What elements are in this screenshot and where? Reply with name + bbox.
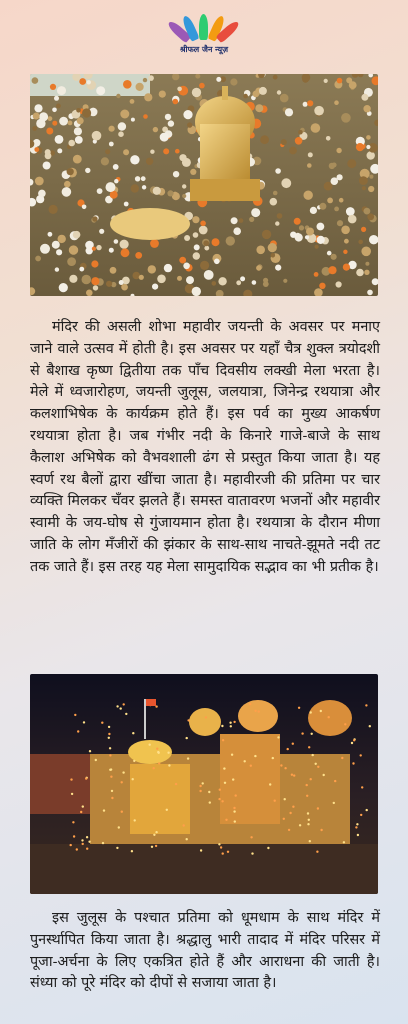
article-paragraph-1: मंदिर की असली शोभा महावीर जयन्ती के अवसर पर मनाए जाने वाले उत्सव में होती है। इस अवसर पर यहाँ चैत्र शुक्ल त्रयोदशी से बैशाख कृष्ण द्वितीया तक पाँच दिवसीय लक्खी मेला भरता है। मेले में ध्वजारोहण, जयन्ती जुलूस, जलयात्रा, जिनेन्द्र रथयात्रा और कलशाभिषेक के कार्यक्रम होते हैं। इस पर्व का मुख्य आकर्षण रथयात्रा होता है। जब गंभीर नदी के किनारे गाजे-बाजे के साथ कैलाश अभिषेक को वैभवशाली ढंग से प्रस्तुत किया जाता है। यह स्वर्ण रथ बैलों द्वारा खींचा जाता है। महावीरजी की प्रतिमा पर चार व्यक्ति मिलकर चँवर झलते हैं। समस्त वातावरण भजनों और महावीर स्वामी के जय-घोष से गुंजायमान होता है। रथयात्रा के दौरान मीणा जाति के लोग मँजीरों की झंकार के साथ-साथ नाचते-झूमते नदी तट तक जाते हैं। इस तरह यह मेला सामुदायिक सद्भाव का भी प्रतीक है।: [30, 319, 380, 575]
brand-logo: [0, 6, 408, 64]
illuminated-temple-night-photo: [30, 674, 378, 894]
lotus-icon: [181, 6, 227, 40]
rath-yatra-crowd-photo: [30, 74, 378, 296]
article-paragraph-2: इस जुलूस के पश्चात प्रतिमा को धूमधाम के साथ मंदिर में पुनर्स्थापित किया जाता है। श्रद्धालु भारी तादाद में मंदिर परिसर में पूजा-अर्चना के लिए एकत्रित होते हैं और आराधना की जाती है। संध्या को पूरे मंदिर को दीपों से सजाया जाता है।: [30, 910, 380, 992]
brand-name: श्रीफल जैन न्यूज़: [179, 45, 229, 54]
